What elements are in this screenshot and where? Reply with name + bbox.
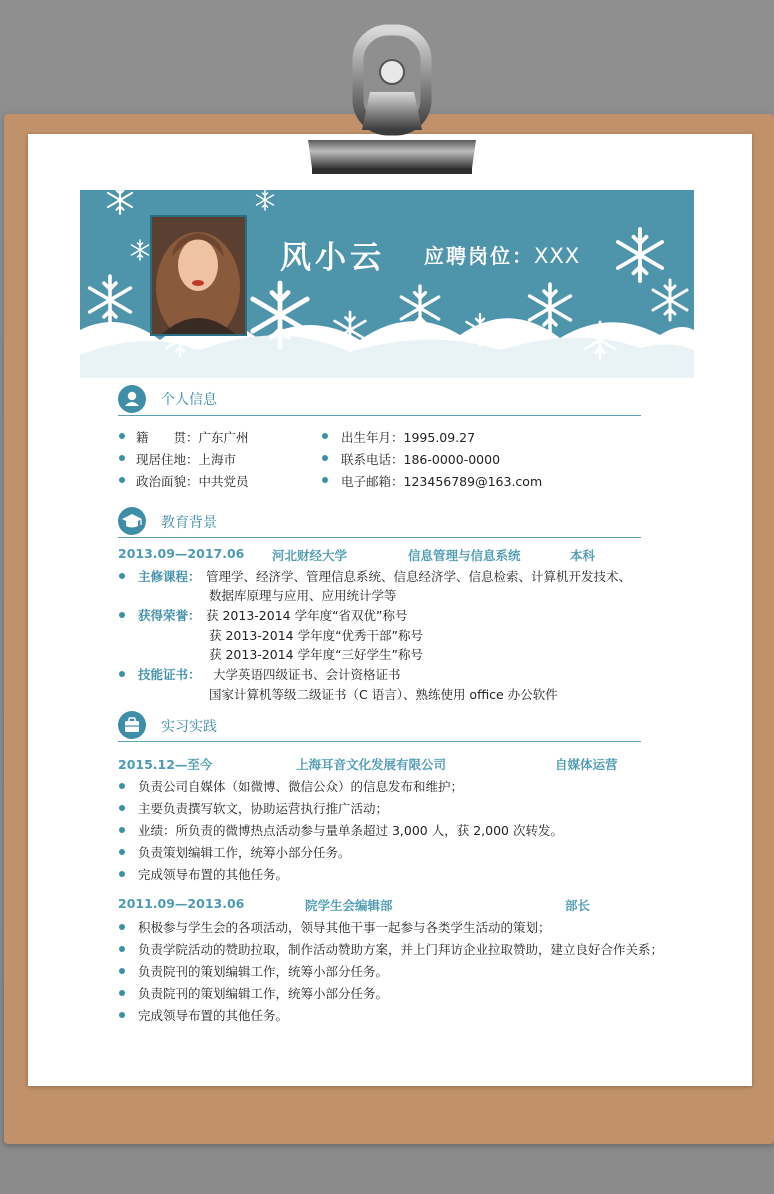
section-divider xyxy=(118,537,641,538)
profile-photo xyxy=(150,215,247,336)
job-duty-item: 负责院刊的策划编辑工作，统筹小部分任务。 xyxy=(138,964,389,979)
job-position-value: XXX xyxy=(534,244,581,268)
job-period: 2011.09—2013.06 xyxy=(118,896,245,911)
bullet xyxy=(119,849,125,855)
bullet xyxy=(119,871,125,877)
job-duty-item: 完成领导布置的其他任务。 xyxy=(138,1008,289,1023)
job-position xyxy=(424,240,580,269)
education-degree: 本科 xyxy=(570,548,596,563)
applicant-name: 风小云 xyxy=(280,240,385,276)
courses-line-2: 数据库原理与应用、应用统计学等 xyxy=(209,588,397,603)
user-icon xyxy=(118,385,146,413)
info-phone: 联系电话：186-0000-0000 xyxy=(341,452,501,467)
bullet xyxy=(322,477,328,483)
graduation-cap-icon xyxy=(118,507,146,535)
section-title-personal: 个人信息 xyxy=(161,392,217,408)
info-birth: 出生年月：1995.09.27 xyxy=(341,430,476,445)
info-residence: 现居住地：上海市 xyxy=(136,452,237,467)
courses-label: 主修课程： xyxy=(138,569,201,584)
bullet xyxy=(119,990,125,996)
job-organization: 院学生会编辑部 xyxy=(305,898,393,913)
section-title-education: 教育背景 xyxy=(161,515,217,531)
job-role: 部长 xyxy=(565,898,591,913)
honor-item: 获 2013-2014 学年度“优秀干部”称号 xyxy=(209,628,424,643)
education-major: 信息管理与信息系统 xyxy=(408,548,521,563)
honor-item: 获 2013-2014 学年度“省双优”称号 xyxy=(206,608,408,623)
info-email: 电子邮箱：123456789@163.com xyxy=(341,474,543,489)
courses-line-1: 管理学、经济学、管理信息系统、信息经济学、信息检索、计算机开发技术、 xyxy=(206,569,632,584)
briefcase-icon xyxy=(118,711,146,739)
job-duty-item: 主要负责撰写软文，协助运营执行推广活动； xyxy=(138,801,389,816)
job-position-label: 应聘岗位： xyxy=(424,244,534,268)
bullet xyxy=(119,946,125,952)
bullet xyxy=(119,1012,125,1018)
section-divider xyxy=(118,741,641,742)
bullet xyxy=(322,455,328,461)
info-hometown: 籍 贯：广东广州 xyxy=(136,430,249,445)
bullet xyxy=(322,433,328,439)
bullet xyxy=(119,827,125,833)
bullet xyxy=(119,671,125,677)
section-divider xyxy=(118,415,641,416)
job-duty-item: 业绩：所负责的微博热点活动参与量单条超过 3,000 人，获 2,000 次转发。 xyxy=(138,823,563,838)
bullet xyxy=(119,477,125,483)
job-duty-item: 负责学院活动的赞助拉取，制作活动赞助方案，并上门拜访企业拉取赞助，建立良好合作关系； xyxy=(138,942,664,957)
info-political: 政治面貌：中共党员 xyxy=(136,474,249,489)
job-duty-item: 负责公司自媒体（如微博、微信公众）的信息发布和维护； xyxy=(138,779,464,794)
certs-line-2: 国家计算机等级二级证书（C 语言）、熟练使用 office 办公软件 xyxy=(209,687,558,702)
education-school: 河北财经大学 xyxy=(272,548,348,563)
binder-clip-icon xyxy=(292,22,492,182)
job-duty-item: 负责策划编辑工作，统筹小部分任务。 xyxy=(138,845,351,860)
job-duty-item: 负责院刊的策划编辑工作，统筹小部分任务。 xyxy=(138,986,389,1001)
job-duty-item: 完成领导布置的其他任务。 xyxy=(138,867,289,882)
job-period: 2015.12—至今 xyxy=(118,757,213,772)
bullet xyxy=(119,612,125,618)
bullet xyxy=(119,573,125,579)
education-period: 2013.09—2017.06 xyxy=(118,546,245,561)
job-organization: 上海耳音文化发展有限公司 xyxy=(296,757,447,772)
bullet xyxy=(119,455,125,461)
job-role: 自媒体运营 xyxy=(555,757,618,772)
bullet xyxy=(119,433,125,439)
bullet xyxy=(119,968,125,974)
section-title-internship: 实习实践 xyxy=(161,719,217,735)
bullet xyxy=(119,783,125,789)
honor-item: 获 2013-2014 学年度“三好学生”称号 xyxy=(209,647,424,662)
job-duty-item: 积极参与学生会的各项活动，领导其他干事一起参与各类学生活动的策划； xyxy=(138,920,551,935)
honors-label: 获得荣誉： xyxy=(138,608,201,623)
certs-label: 技能证书： xyxy=(138,667,201,682)
certs-line-1: 大学英语四级证书、会计资格证书 xyxy=(213,667,401,682)
bullet xyxy=(119,924,125,930)
bullet xyxy=(119,805,125,811)
